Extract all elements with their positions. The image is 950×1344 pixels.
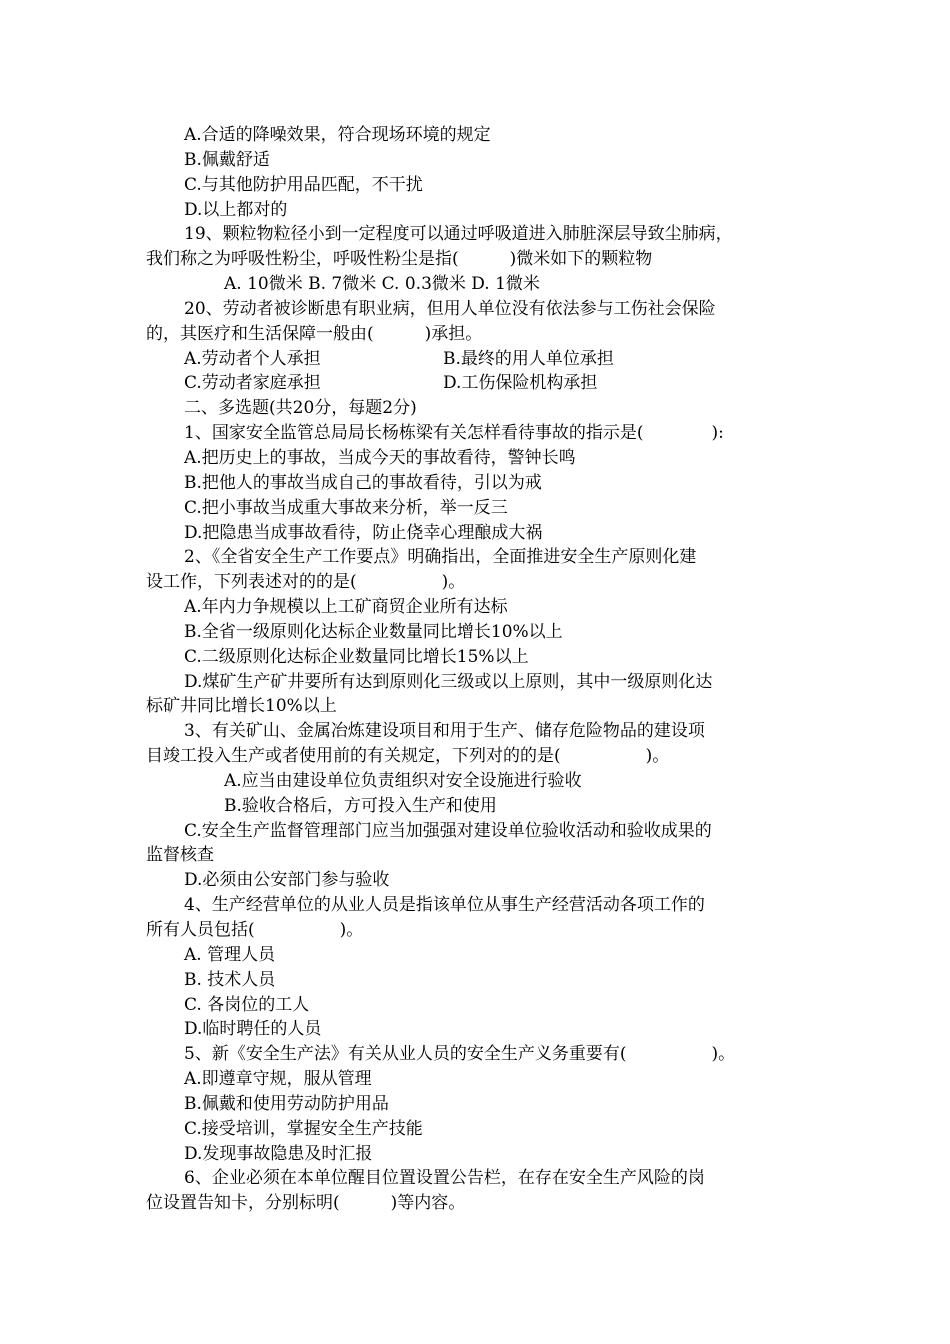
question-19-options: A. 10微米 B. 7微米 C. 0.3微米 D. 1微米 <box>224 274 540 295</box>
option-c: C.把小事故当成重大事故来分析，举一反三 <box>184 497 508 518</box>
question-6: 6、企业必须在本单位醒目位置设置公告栏，在存在安全生产风险的岗 <box>184 1168 705 1189</box>
option-c-cont: 监督核查 <box>146 845 214 866</box>
option-c: C.与其他防护用品匹配，不干扰 <box>184 174 423 195</box>
option-c: C.二级原则化达标企业数量同比增长15%以上 <box>184 646 529 667</box>
option-d-cont: 标矿井同比增长10%以上 <box>146 696 337 717</box>
question-1: 1、国家安全监管总局局长杨栋梁有关怎样看待事故的指示是( ): <box>184 423 724 444</box>
option-d: D.工伤保险机构承担 <box>443 373 598 394</box>
option-b: B.佩戴和使用劳动防护用品 <box>184 1093 389 1114</box>
option-d: D.把隐患当成事故看待，防止侥幸心理酿成大祸 <box>184 522 543 543</box>
option-d: D.临时聘任的人员 <box>184 1019 322 1040</box>
question-5: 5、新《安全生产法》有关从业人员的安全生产义务重要有( )。 <box>184 1044 736 1065</box>
section-heading: 二、多选题(共20分，每题2分) <box>184 398 417 419</box>
option-b: B.佩戴舒适 <box>184 149 270 170</box>
option-b: B.验收合格后，方可投入生产和使用 <box>224 795 497 816</box>
option-a: A.合适的降噪效果，符合现场环境的规定 <box>184 125 491 145</box>
question-6-cont: 位设置告知卡，分别标明( )等内容。 <box>146 1193 466 1214</box>
question-19: 19、颗粒物粒径小到一定程度可以通过呼吸道进入肺脏深层导致尘肺病， <box>184 224 733 245</box>
option-d: D.发现事故隐患及时汇报 <box>184 1143 373 1164</box>
question-19-cont: 我们称之为呼吸性粉尘，呼吸性粉尘是指( )微米如下的颗粒物 <box>146 249 653 270</box>
option-a: A. 管理人员 <box>184 944 276 965</box>
option-a: A.年内力争规模以上工矿商贸企业所有达标 <box>184 597 508 618</box>
option-a: A.应当由建设单位负责组织对安全设施进行验收 <box>224 770 582 791</box>
question-20: 20、劳动者被诊断患有职业病，但用人单位没有依法参与工伤社会保险 <box>184 298 716 319</box>
option-c: C. 各岗位的工人 <box>184 994 310 1015</box>
option-c: C.安全生产监督管理部门应当加强强对建设单位验收活动和验收成果的 <box>184 820 712 841</box>
question-2: 2、《全省安全生产工作要点》明确指出，全面推进安全生产原则化建 <box>184 547 697 568</box>
option-a: A.把历史上的事故，当成今天的事故看待，警钟长鸣 <box>184 447 576 468</box>
question-20-cont: 的，其医疗和生活保障一般由( )承担。 <box>146 323 483 344</box>
option-b: B. 技术人员 <box>184 969 276 990</box>
question-2-cont: 设工作，下列表述对的的是( )。 <box>146 572 466 593</box>
option-row <box>146 371 814 396</box>
option-d: D.必须由公安部门参与验收 <box>184 870 390 891</box>
option-b: B.全省一级原则化达标企业数量同比增长10%以上 <box>184 621 563 642</box>
option-b: B.最终的用人单位承担 <box>443 348 614 369</box>
option-a: A.即遵章守规，服从管理 <box>184 1069 372 1090</box>
option-c: C.接受培训，掌握安全生产技能 <box>184 1118 423 1139</box>
option-a: A.劳动者个人承担 <box>184 348 321 369</box>
question-3-cont: 目竣工投入生产或者使用前的有关规定，下列对的的是( )。 <box>146 746 670 767</box>
option-d: D.煤矿生产矿井要所有达到原则化三级或以上原则，其中一级原则化达 <box>184 671 713 692</box>
option-b: B.把他人的事故当成自己的事故看待，引以为戒 <box>184 472 542 493</box>
option-row <box>146 347 814 372</box>
question-4: 4、生产经营单位的从业人员是指该单位从事生产经营活动各项工作的 <box>184 895 705 916</box>
question-3: 3、有关矿山、金属冶炼建设项目和用于生产、储存危险物品的建设项 <box>184 721 705 742</box>
document-page <box>146 123 814 1216</box>
option-d: D.以上都对的 <box>184 199 288 220</box>
option-c: C.劳动者家庭承担 <box>184 373 321 394</box>
question-4-cont: 所有人员包括( )。 <box>146 920 364 940</box>
